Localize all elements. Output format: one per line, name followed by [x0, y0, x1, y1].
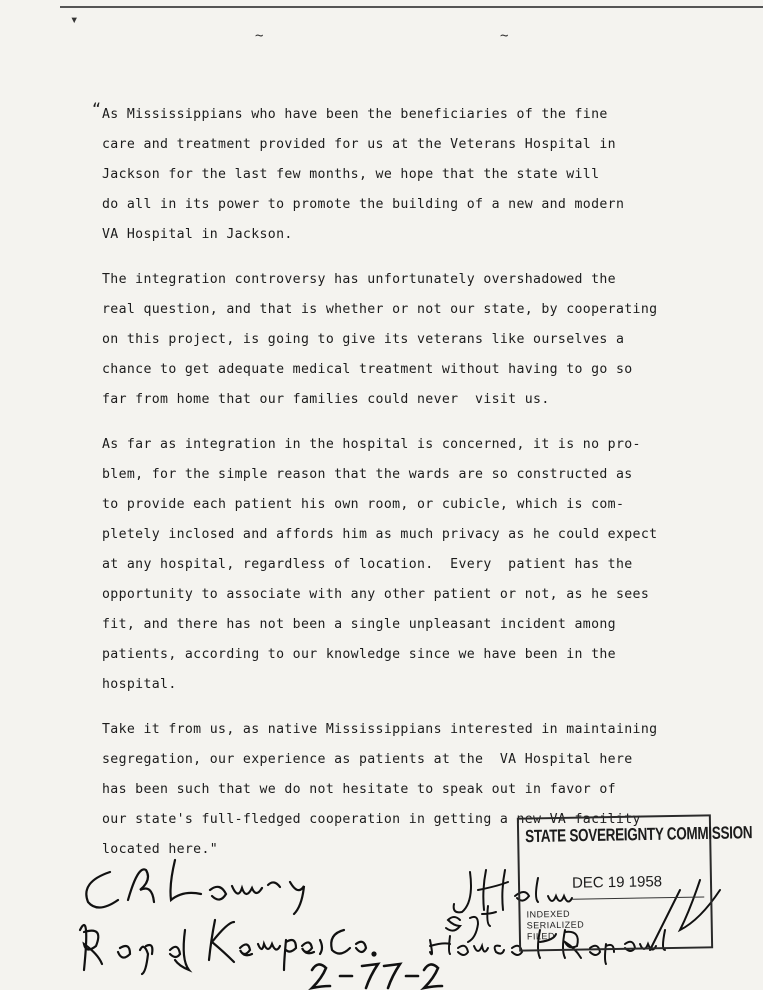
text-line: As far as integration in the hospital is concerned, it is no pro- [102, 437, 641, 452]
text-line: As Mississippians who have been the beneficiaries of the fine [102, 107, 608, 122]
scan-speck: ~ [255, 28, 264, 44]
text-line: fit, and there has not been a single unpleasant incident among [102, 617, 616, 632]
text-line: The integration controversy has unfortunately overshadowed the [102, 272, 616, 287]
scan-speck: ~ [500, 28, 509, 44]
text-line: pletely inclosed and affords him as much privacy as he could expect [102, 527, 658, 542]
text-line: far from home that our families could never visit us. [102, 392, 550, 407]
stamp-title: STATE SOVEREIGNTY COMMISSION [525, 822, 753, 847]
text-line: VA Hospital in Jackson. [102, 227, 293, 242]
stamp-date: DEC 19 1958 [571, 873, 663, 892]
text-line: located here." [102, 842, 219, 857]
text-line: to provide each patient his own room, or cubicle, which is com- [102, 497, 625, 512]
text-line: do all in its power to promote the building of a new and modern [102, 197, 625, 212]
text-line: blem, for the simple reason that the wards are so constructed as [102, 467, 633, 482]
signature-left [80, 860, 376, 974]
text-line: real question, and that is whether or not our state, by cooperating [102, 302, 658, 317]
text-line: Jackson for the last few months, we hope that the state will [102, 167, 600, 182]
text-line: has been such that we do not hesitate to speak out in favor of [102, 782, 616, 797]
text-line: opportunity to associate with any other patient or not, as he sees [102, 587, 650, 602]
text-line: at any hospital, regardless of location. Every patient has the [102, 557, 633, 572]
stamp-rule [572, 896, 704, 899]
text-line: hospital. [102, 677, 177, 692]
file-number-handwritten [312, 964, 442, 988]
text-line: care and treatment provided for us at the Veterans Hospital in [102, 137, 616, 152]
text-line: Take it from us, as native Mississippians interested in maintaining [102, 722, 658, 737]
received-stamp [517, 814, 753, 951]
stamp-label-filed: FILED [526, 931, 556, 942]
stamp-label-serialized: SERIALIZED [526, 919, 585, 931]
stamp-label-indexed: INDEXED [526, 908, 571, 920]
text-line: chance to get adequate medical treatment without having to go so [102, 362, 633, 377]
text-line: segregation, our experience as patients at the VA Hospital here [102, 752, 633, 767]
scan-speck: ▾ [70, 12, 79, 28]
text-line: on this project, is going to give its veterans like ourselves a [102, 332, 625, 347]
opening-quote-mark: “ [92, 100, 102, 118]
text-line: our state's full-fledged cooperation in getting a new VA facility [102, 812, 641, 827]
text-line: patients, according to our knowledge since we have been in the [102, 647, 616, 662]
